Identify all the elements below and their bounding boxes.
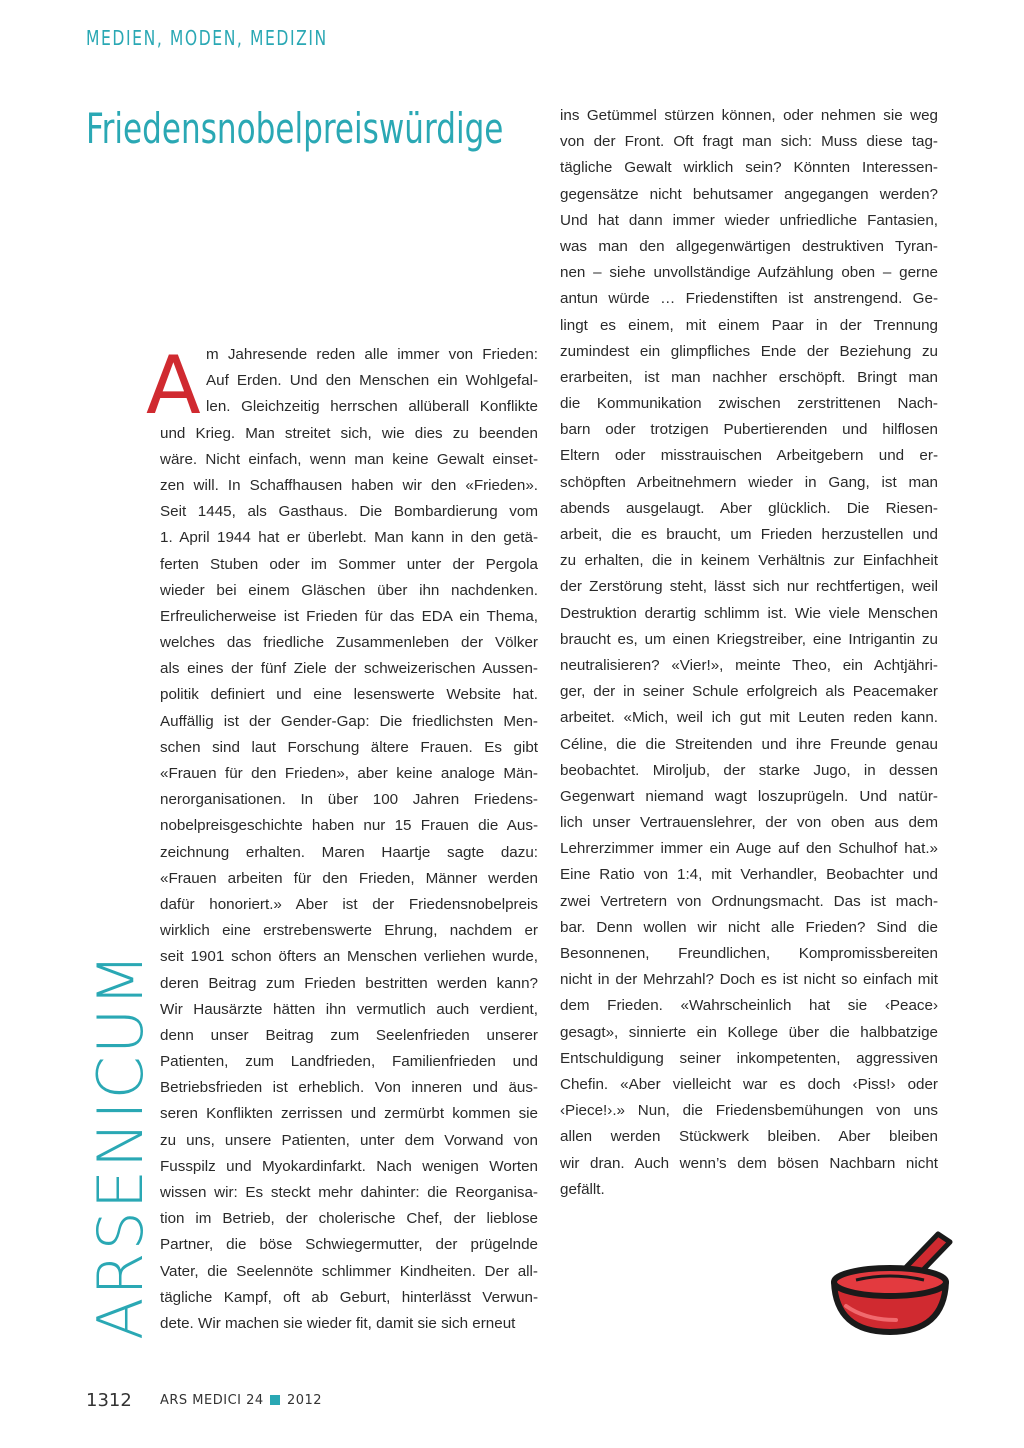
text-line: nobelpreisgeschichte haben nur 15 Frauen die Aus- bbox=[160, 817, 538, 835]
text-line: arbeit, die es braucht, um Frieden herzustellen und bbox=[560, 526, 938, 543]
article-column-right bbox=[560, 103, 938, 1203]
text-line: seit 1901 schon öfters an Menschen verliehen wurde, bbox=[160, 948, 538, 966]
mortar-and-pestle-icon bbox=[826, 1228, 956, 1338]
text-line: wir dran. Auch wenn’s dem bösen Nachbarn nicht bbox=[560, 1154, 938, 1172]
text-line: len. Gleichzeitig herrschen allüberall Konflikte bbox=[206, 398, 538, 416]
text-line: gegensätze nicht behutsamer angegangen werden? bbox=[560, 185, 938, 203]
text-line: politik definiert und eine lesenswerte Website hat. bbox=[160, 686, 538, 704]
journal-name: ARS MEDICI 24 bbox=[160, 1393, 264, 1408]
text-line: nicht in der Mehrzahl? Doch es ist nicht so einfach mit bbox=[560, 971, 938, 989]
text-line: was man den allgegenwärtigen destruktiven Tyran- bbox=[560, 237, 938, 255]
drop-cap: A bbox=[146, 339, 201, 432]
text-line: Wir Hausärzte hätten ihn vermutlich auch verdient, bbox=[160, 1000, 538, 1018]
text-line: lingt es einem, mit einem Paar in der Trennung bbox=[560, 316, 938, 334]
text-line: Eine Ratio von 1:4, mit Verhandler, Beobachter und bbox=[560, 866, 938, 884]
text-line: abends ausgelaugt. Aber glücklich. Die Riesen- bbox=[560, 499, 938, 517]
section-label: MEDIEN, MODEN, MEDIZIN bbox=[86, 26, 328, 50]
journal-info bbox=[160, 1393, 322, 1408]
text-line: zu erhalten, die in keinem Verhältnis zur Einfachheit bbox=[560, 552, 938, 570]
journal-year: 2012 bbox=[286, 1393, 323, 1408]
text-line: m Jahresende reden alle immer von Frieden: bbox=[206, 346, 538, 363]
text-line: seren Konflikten zerrissen und zermürbt kommen sie bbox=[160, 1105, 538, 1123]
text-line: «Frauen arbeiten für den Frieden, Männer werden bbox=[160, 869, 538, 887]
square-separator-icon bbox=[270, 1395, 280, 1405]
text-line: Vater, die Seelennöte schlimmer Kindheiten. Der all- bbox=[160, 1262, 538, 1280]
text-line: arbeitet. «Mich, weil ich gut mit Leuten reden kann. bbox=[560, 709, 938, 727]
text-line: schen sind laut Forschung ältere Frauen. Es gibt bbox=[160, 738, 538, 756]
text-line: Und hat dann immer wieder unfriedliche Fantasien, bbox=[560, 211, 938, 229]
text-line: ‹Piece!›.» Nun, die Friedensbemühungen von uns bbox=[560, 1102, 938, 1120]
text-line: deren Beitrag zum Frieden bestritten werden kann? bbox=[160, 974, 538, 992]
text-line: und Krieg. Man streitet sich, wie dies zu beenden bbox=[160, 424, 538, 442]
text-line: zu uns, unsere Patienten, unter dem Vorwand von bbox=[160, 1131, 538, 1149]
article-title: Friedensnobelpreiswürdige bbox=[86, 104, 504, 153]
text-line: braucht es, um einen Kriegstreiber, eine Intrigantin zu bbox=[560, 630, 938, 648]
text-line: Fusspilz und Myokardinfarkt. Nach wenigen Worten bbox=[160, 1157, 538, 1175]
text-line: allen werden Stückwerk bleiben. Aber bleiben bbox=[560, 1128, 938, 1146]
text-line: Céline, die die Streitenden und ihre Freunde genau bbox=[560, 735, 938, 753]
text-line: lich unser Vertrauenslehrer, der von oben aus dem bbox=[560, 814, 938, 832]
side-label: ARSENICUM bbox=[84, 951, 157, 1340]
page-number: 1312 bbox=[86, 1390, 132, 1411]
text-line: schöpften Arbeitnehmern wieder in Gang, ist man bbox=[560, 473, 938, 491]
text-line: gesagt», sinnierte ein Kollege über die halbbatzige bbox=[560, 1023, 938, 1041]
text-line: als eines der fünf Ziele der schweizerischen Aussen- bbox=[160, 660, 538, 678]
text-line: dete. Wir machen sie wieder fit, damit sie sich erneut bbox=[160, 1314, 516, 1332]
text-line: Patienten, zum Landfrieden, Familienfrieden und bbox=[160, 1053, 538, 1071]
text-line: Partner, die böse Schwiegermutter, der prügelnde bbox=[160, 1236, 538, 1254]
text-line: ferten Stuben oder im Sommer unter der Pergola bbox=[160, 555, 538, 573]
text-line: dem Frieden. «Wahrscheinlich hat sie ‹Peace› bbox=[560, 997, 938, 1015]
text-line: nerorganisationen. In über 100 Jahren Friedens- bbox=[160, 791, 538, 809]
text-line: Destruktion derartig schlimm ist. Wie viele Menschen bbox=[560, 604, 938, 622]
text-line: ins Getümmel stürzen können, oder nehmen sie weg bbox=[560, 107, 938, 124]
text-line: 1. April 1944 hat er überlebt. Man kann in den getä- bbox=[160, 529, 538, 547]
article-column-left bbox=[160, 342, 538, 1337]
text-line: zen will. In Schaffhausen haben wir den «Frieden». bbox=[160, 476, 538, 494]
text-line: Eltern oder misstrauischen Arbeitgebern und er- bbox=[560, 447, 938, 465]
text-line: tägliche Gewalt wirklich sein? Könnten Interessen- bbox=[560, 159, 938, 177]
text-line: dafür honoriert.» Aber ist der Friedensnobelpreis bbox=[160, 895, 538, 913]
text-line: nen – siehe unvollständige Aufzählung oben – gerne bbox=[560, 264, 938, 282]
text-line: tion im Betrieb, der cholerische Chef, der lieblose bbox=[160, 1210, 538, 1228]
text-line: welches das friedliche Zusammenleben der Völker bbox=[160, 634, 538, 652]
text-line: tägliche Kampf, oft ab Geburt, hinterlässt Verwun- bbox=[160, 1288, 538, 1306]
text-line: zwei Vertretern von Ordnungsmacht. Das ist mach- bbox=[560, 892, 938, 910]
text-line: antun würde … Friedenstiften ist anstrengend. Ge- bbox=[560, 290, 938, 308]
text-line: wissen wir: Es steckt mehr dahinter: die Reorganisa- bbox=[160, 1184, 538, 1201]
text-line: neutralisieren? «Vier!», meinte Theo, ein Achtjähri- bbox=[560, 656, 938, 674]
text-line: Chefin. «Aber vielleicht war es doch ‹Piss!› oder bbox=[560, 1075, 938, 1093]
text-line: wirklich eine erstrebenswerte Ehrung, nachdem er bbox=[160, 922, 538, 940]
text-line: barn oder trotzigen Pubertierenden und hilflosen bbox=[560, 421, 938, 439]
page-footer bbox=[86, 1390, 486, 1414]
text-line: «Frauen für den Frieden», aber keine analoge Män- bbox=[160, 765, 538, 782]
text-line: Seit 1445, als Gasthaus. Die Bombardierung vom bbox=[160, 503, 538, 521]
text-line: Auf Erden. Und den Menschen ein Wohlgefal- bbox=[206, 372, 538, 390]
text-line: erarbeiten, ist man nachher erschöpft. Bringt man bbox=[560, 368, 938, 386]
text-line: Erfreulicherweise ist Frieden für das EDA ein Thema, bbox=[160, 607, 538, 625]
text-line: die Kommunikation zwischen zerstrittenen Nach- bbox=[560, 395, 938, 413]
text-line: ger, der in seiner Schule erfolgreich als Peacemaker bbox=[560, 683, 938, 701]
text-line: Besonnenen, Freundlichen, Kompromissbereiten bbox=[560, 945, 938, 962]
text-line: Entschuldigung seiner inkompetenten, aggressiven bbox=[560, 1049, 938, 1067]
text-line: beobachtet. Miroljub, der starke Jugo, in dessen bbox=[560, 761, 938, 779]
text-line: denn unser Beitrag zum Seelenfrieden unserer bbox=[160, 1026, 538, 1044]
text-line: wieder bei einem Gläschen über ihn nachdenken. bbox=[160, 581, 538, 599]
text-line: Betriebsfrieden ist erheblich. Von inneren und äus- bbox=[160, 1079, 538, 1097]
text-line: Auffällig ist der Gender-Gap: Die friedlichsten Men- bbox=[160, 712, 538, 730]
text-line: zeichnung erhalten. Maren Haartje sagte dazu: bbox=[160, 843, 538, 861]
text-line: gefällt. bbox=[560, 1180, 605, 1198]
text-line: Gegenwart niemand wagt loszuprügeln. Und natür- bbox=[560, 787, 938, 805]
text-line: wäre. Nicht einfach, wenn man keine Gewalt einset- bbox=[160, 450, 538, 468]
text-line: von der Front. Oft fragt man sich: Muss diese tag- bbox=[560, 133, 938, 151]
text-line: bar. Denn wollen wir nicht alle Frieden? Sind die bbox=[560, 918, 938, 936]
text-line: zumindest ein glimpfliches Ende der Beziehung zu bbox=[560, 342, 938, 360]
text-line: der Zerstörung steht, lässt sich nur rechtfertigen, weil bbox=[560, 578, 938, 596]
text-line: Lehrerzimmer immer ein Auge auf den Schulhof hat.» bbox=[560, 840, 938, 858]
